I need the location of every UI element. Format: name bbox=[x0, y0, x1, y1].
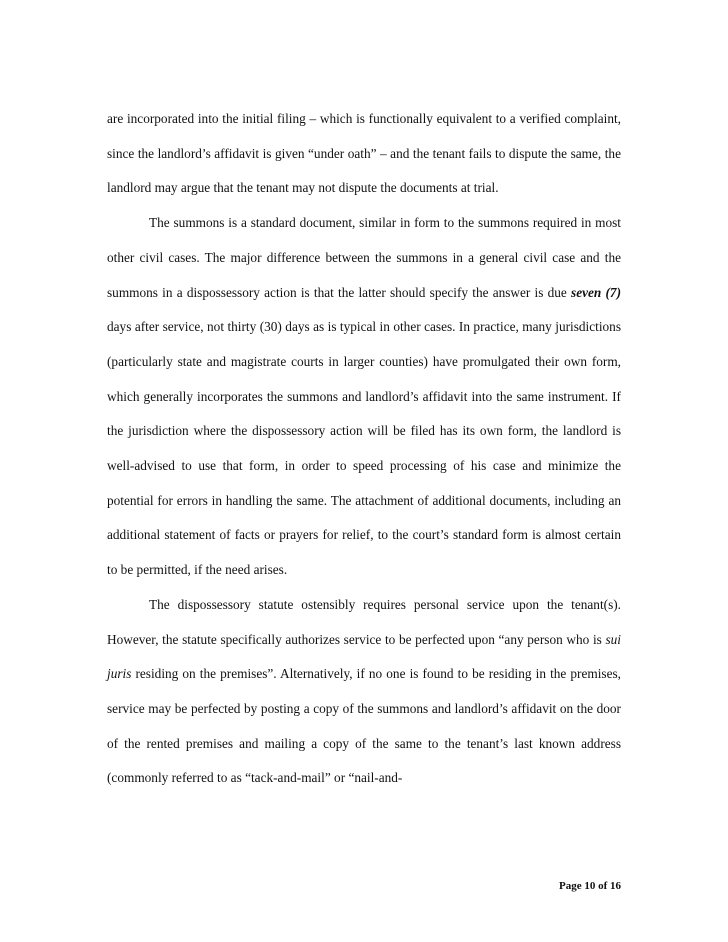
paragraph-2 bbox=[107, 206, 621, 588]
body-text bbox=[107, 102, 621, 796]
page-number: Page 10 of 16 bbox=[558, 880, 621, 892]
paragraph-1 bbox=[107, 102, 621, 206]
paragraph-2-text-end: days after service, not thirty (30) days as is typical in other cases. In practice, many jurisdictions (particularly state and magistrate courts in larger counties) have promulgated their own form, which generally incorporates the summons and landlord’s affidavit into the same instrument. If the jurisdiction where the dispossessory action will be filed has its own form, the landlord is well-advised to use that form, in order to speed processing of his case and minimize the potential for errors in handling the same. The attachment of additional documents, including an additional statement of facts or prayers for relief, to the court’s standard form is almost certain to be permitted, if the need arises. bbox=[107, 319, 621, 578]
emphasis-sui-juris: sui juris bbox=[107, 631, 621, 682]
emphasis-seven-days: seven (7) bbox=[571, 284, 621, 300]
paragraph-3-text-start: The dispossessory statute ostensibly requires personal service upon the tenant(s). However, the statute specifically authorizes service to be perfected upon “any person who is bbox=[107, 596, 621, 647]
paragraph-1-text: are incorporated into the initial filing – which is functionally equivalent to a verified complaint, since the landlord’s affidavit is given “under oath” – and the tenant fails to dispute the same, the landlord may argue that the tenant may not dispute the documents at trial. bbox=[107, 111, 621, 196]
paragraph-3 bbox=[107, 588, 621, 796]
paragraph-2-text-start: The summons is a standard document, similar in form to the summons required in most other civil cases. The major difference between the summons in a general civil case and the summons in a dispossessory action is that the latter should specify the answer is due bbox=[107, 215, 621, 300]
paragraph-3-text-end: residing on the premises”. Alternatively, if no one is found to be residing in the premises, service may be perfected by posting a copy of the summons and landlord’s affidavit on the door of the rented premises and mailing a copy of the same to the tenant’s last known address (commonly referred to as “tack-and-mail” or “nail-and- bbox=[107, 666, 621, 786]
